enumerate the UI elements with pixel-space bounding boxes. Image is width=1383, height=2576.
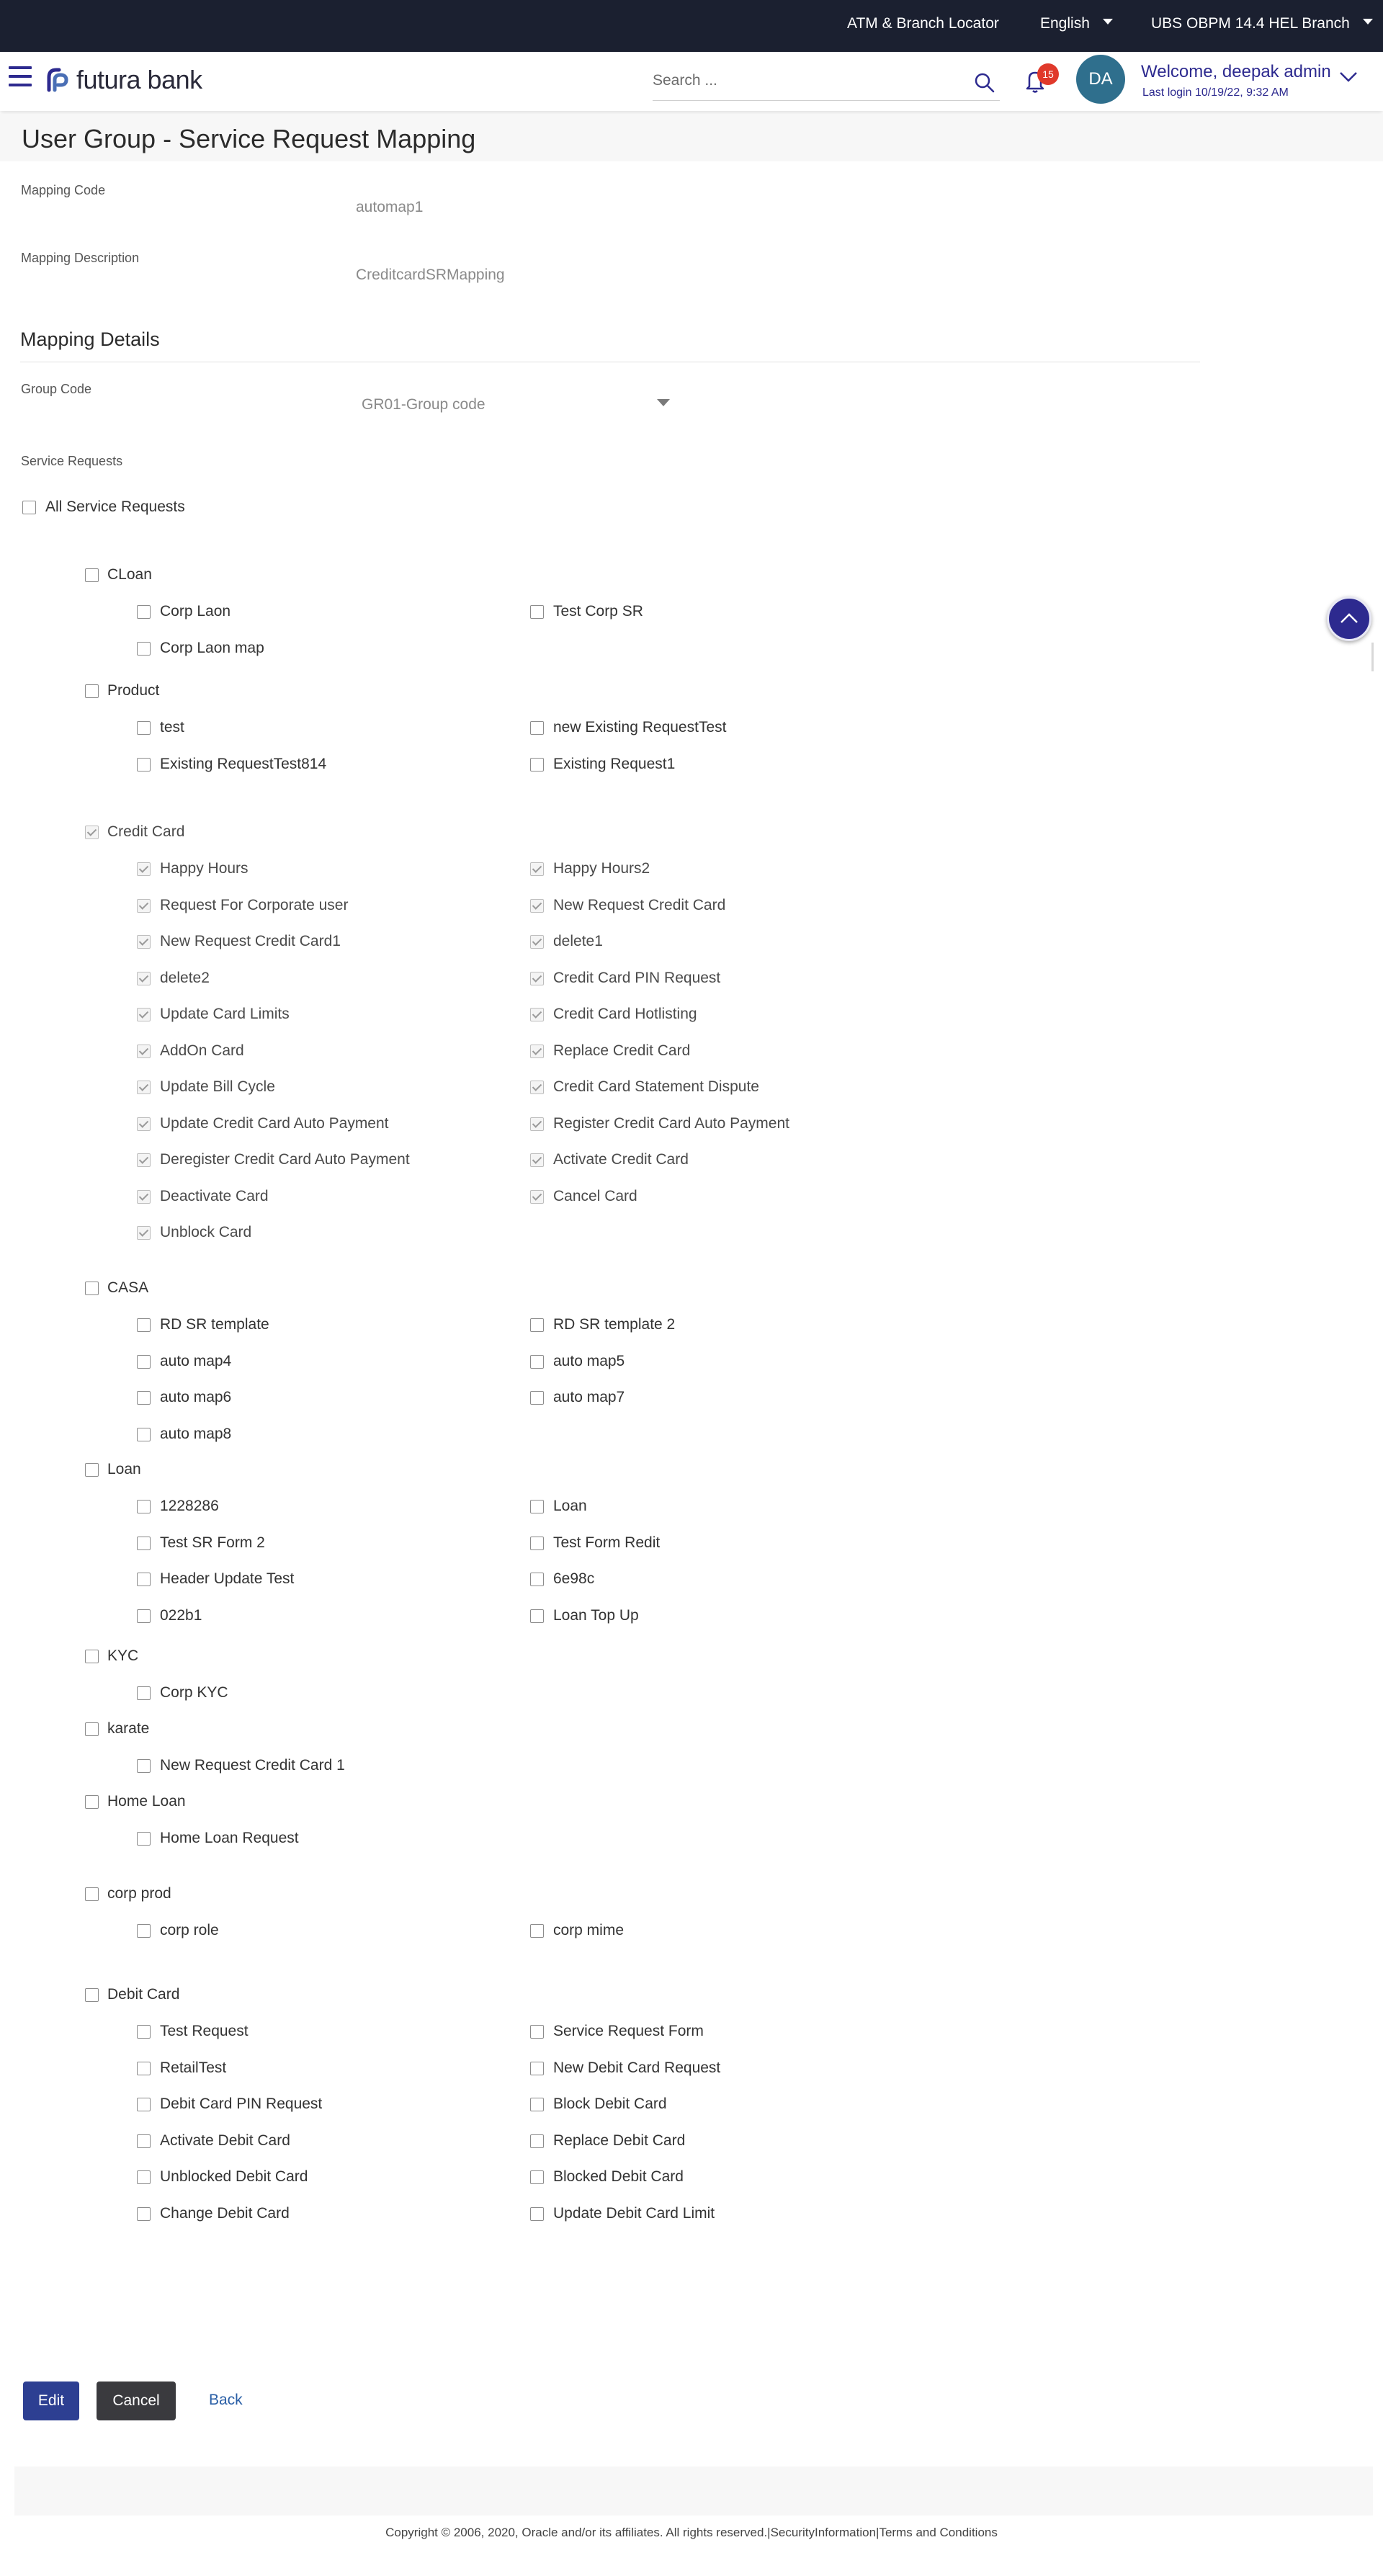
service-request-label: Existing RequestTest814 <box>160 756 327 772</box>
service-request-checkbox[interactable] <box>530 1500 544 1513</box>
mapping-code-value: automap1 <box>356 199 424 215</box>
service-request-label: Test Corp SR <box>553 603 643 620</box>
group-label: Loan <box>107 1461 141 1477</box>
service-request-label: Test Form Redit <box>553 1534 661 1551</box>
group-label: Debit Card <box>107 1986 180 2003</box>
avatar[interactable]: DA <box>1076 55 1125 104</box>
service-request-label: New Request Credit Card <box>553 897 726 913</box>
all-service-requests-checkbox[interactable] <box>22 501 36 514</box>
service-request-label: Corp KYC <box>160 1684 228 1701</box>
service-request-label: Activate Debit Card <box>160 2132 290 2149</box>
caret-down-icon <box>1363 19 1373 24</box>
service-request-checkbox[interactable] <box>137 899 151 913</box>
service-request-label: Credit Card Hotlisting <box>553 1006 697 1022</box>
service-request-checkbox[interactable] <box>530 721 544 735</box>
group-checkbox[interactable] <box>85 1795 99 1809</box>
group-label: Home Loan <box>107 1793 186 1810</box>
service-request-checkbox[interactable] <box>137 721 151 735</box>
service-request-checkbox[interactable] <box>530 1117 544 1131</box>
service-request-checkbox[interactable] <box>137 1355 151 1369</box>
service-request-label: Existing Request1 <box>553 756 676 772</box>
service-request-label: delete1 <box>553 933 603 949</box>
service-request-label: 1228286 <box>160 1498 219 1514</box>
service-request-label: Replace Credit Card <box>553 1042 691 1059</box>
service-request-label: Deregister Credit Card Auto Payment <box>160 1151 410 1168</box>
service-request-checkbox[interactable] <box>137 642 151 656</box>
service-request-checkbox[interactable] <box>530 2098 544 2111</box>
language-label: English <box>1040 15 1090 32</box>
service-request-label: Home Loan Request <box>160 1830 299 1846</box>
group-label: corp prod <box>107 1885 171 1902</box>
service-request-checkbox[interactable] <box>137 1153 151 1167</box>
service-request-label: new Existing RequestTest <box>553 719 727 735</box>
futura-logo-icon <box>43 66 72 94</box>
service-request-checkbox[interactable] <box>530 1355 544 1369</box>
service-request-label: Deactivate Card <box>160 1188 269 1204</box>
service-request-checkbox[interactable] <box>530 1190 544 1204</box>
service-request-label: Unblock Card <box>160 1224 252 1240</box>
group-checkbox[interactable] <box>85 826 99 839</box>
brand-name: futura bank <box>76 65 202 94</box>
service-request-label: Loan Top Up <box>553 1607 639 1624</box>
service-request-checkbox[interactable] <box>137 2134 151 2148</box>
service-request-checkbox[interactable] <box>530 1537 544 1550</box>
dropdown-arrow-icon[interactable] <box>657 399 670 406</box>
group-checkbox[interactable] <box>85 568 99 582</box>
group-checkbox[interactable] <box>85 1722 99 1736</box>
service-request-label: Test SR Form 2 <box>160 1534 265 1551</box>
mapping-details-title: Mapping Details <box>20 328 160 350</box>
service-request-checkbox[interactable] <box>530 2025 544 2039</box>
group-label: Credit Card <box>107 823 185 840</box>
service-request-label: Activate Credit Card <box>553 1151 689 1168</box>
service-request-checkbox[interactable] <box>530 935 544 949</box>
all-service-requests-label: All Service Requests <box>45 498 185 515</box>
service-request-checkbox[interactable] <box>137 1759 151 1773</box>
language-selector[interactable] <box>1040 0 1113 52</box>
footer-copyright: Copyright © 2006, 2020, Oracle and/or its affiliates. All rights reserved.|SecurityInformation|Terms and Conditions <box>385 2526 998 2539</box>
service-request-label: Header Update Test <box>160 1570 295 1587</box>
service-request-label: Change Debit Card <box>160 2205 290 2222</box>
service-request-label: 022b1 <box>160 1607 202 1624</box>
service-request-checkbox[interactable] <box>137 1190 151 1204</box>
service-request-checkbox[interactable] <box>530 862 544 876</box>
group-checkbox[interactable] <box>85 1988 99 2002</box>
service-request-label: Block Debit Card <box>553 2096 667 2112</box>
group-code-label: Group Code <box>21 382 92 396</box>
service-request-checkbox[interactable] <box>530 1045 544 1058</box>
service-request-label: Test Request <box>160 2023 249 2039</box>
service-request-label: Debit Card PIN Request <box>160 2096 323 2112</box>
service-request-label: Corp Laon <box>160 603 231 620</box>
service-request-checkbox[interactable] <box>530 972 544 985</box>
service-request-label: Credit Card PIN Request <box>553 970 721 986</box>
service-request-checkbox[interactable] <box>137 1609 151 1623</box>
service-request-checkbox[interactable] <box>137 1500 151 1513</box>
atm-branch-locator-link[interactable] <box>847 0 999 52</box>
search-box <box>653 63 1000 101</box>
group-checkbox[interactable] <box>85 1887 99 1901</box>
chevron-down-icon[interactable] <box>1338 69 1359 84</box>
group-checkbox[interactable] <box>85 1650 99 1663</box>
service-request-label: Happy Hours2 <box>553 860 650 877</box>
caret-down-icon <box>1103 19 1113 24</box>
service-request-checkbox[interactable] <box>137 2025 151 2039</box>
top-bar <box>0 0 1383 52</box>
edit-button[interactable]: Edit <box>23 2382 79 2420</box>
group-label: CLoan <box>107 566 152 583</box>
service-request-checkbox[interactable] <box>137 758 151 772</box>
service-request-checkbox[interactable] <box>137 935 151 949</box>
scrollbar-thumb[interactable] <box>1371 643 1374 671</box>
mapping-code-label: Mapping Code <box>21 183 106 197</box>
group-checkbox[interactable] <box>85 684 99 698</box>
service-request-label: auto map7 <box>553 1389 625 1405</box>
service-request-checkbox[interactable] <box>530 1318 544 1332</box>
search-input[interactable] <box>653 63 955 98</box>
scroll-to-top-button[interactable] <box>1327 596 1371 641</box>
service-request-label: Blocked Debit Card <box>553 2168 684 2185</box>
service-request-label: RD SR template <box>160 1316 269 1333</box>
service-request-label: Update Bill Cycle <box>160 1078 275 1095</box>
service-request-checkbox[interactable] <box>137 1686 151 1700</box>
service-request-checkbox[interactable] <box>137 1008 151 1021</box>
service-request-label: auto map8 <box>160 1426 232 1442</box>
service-request-label: Update Credit Card Auto Payment <box>160 1115 389 1132</box>
group-label: KYC <box>107 1647 139 1664</box>
service-request-checkbox[interactable] <box>137 1537 151 1550</box>
service-request-checkbox[interactable] <box>530 1609 544 1623</box>
service-request-checkbox[interactable] <box>137 1081 151 1094</box>
group-checkbox[interactable] <box>85 1282 99 1295</box>
chevron-up-icon <box>1329 599 1369 639</box>
brand-logo[interactable] <box>43 63 202 97</box>
service-request-label: Update Debit Card Limit <box>553 2205 715 2222</box>
service-request-checkbox[interactable] <box>137 1117 151 1131</box>
cancel-button[interactable]: Cancel <box>97 2382 176 2420</box>
service-request-checkbox[interactable] <box>530 1153 544 1167</box>
search-icon[interactable] <box>974 72 995 94</box>
service-request-checkbox[interactable] <box>530 1924 544 1938</box>
service-request-checkbox[interactable] <box>137 2098 151 2111</box>
service-request-checkbox[interactable] <box>530 1573 544 1586</box>
service-request-checkbox[interactable] <box>137 2062 151 2075</box>
service-request-checkbox[interactable] <box>530 1008 544 1021</box>
group-label: karate <box>107 1720 150 1737</box>
service-request-label: Credit Card Statement Dispute <box>553 1078 759 1095</box>
service-request-label: New Debit Card Request <box>553 2060 721 2076</box>
service-request-checkbox[interactable] <box>530 1081 544 1094</box>
service-request-label: corp role <box>160 1922 219 1938</box>
service-request-checkbox[interactable] <box>530 2207 544 2221</box>
service-request-checkbox[interactable] <box>137 2207 151 2221</box>
service-request-checkbox[interactable] <box>137 1318 151 1332</box>
service-request-checkbox[interactable] <box>530 605 544 619</box>
header <box>0 52 1383 111</box>
service-request-label: New Request Credit Card 1 <box>160 1757 345 1774</box>
service-request-label: delete2 <box>160 970 210 986</box>
footer-band <box>14 2467 1373 2515</box>
group-label: Product <box>107 682 160 699</box>
service-request-label: Register Credit Card Auto Payment <box>553 1115 789 1132</box>
service-request-checkbox[interactable] <box>137 972 151 985</box>
service-request-label: 6e98c <box>553 1570 595 1587</box>
service-request-checkbox[interactable] <box>137 1391 151 1405</box>
service-request-label: corp mime <box>553 1922 625 1938</box>
service-request-label: auto map5 <box>553 1353 625 1369</box>
service-request-label: Happy Hours <box>160 860 249 877</box>
service-request-checkbox[interactable] <box>137 1573 151 1586</box>
group-label: CASA <box>107 1279 149 1296</box>
service-request-label: test <box>160 719 184 735</box>
service-request-label: AddOn Card <box>160 1042 244 1059</box>
welcome-text[interactable]: Welcome, deepak admin <box>1141 62 1331 81</box>
page-title-bar <box>0 114 1383 161</box>
hamburger-menu-icon[interactable] <box>9 66 32 88</box>
service-request-label: Update Card Limits <box>160 1006 290 1022</box>
service-request-label: auto map6 <box>160 1389 232 1405</box>
service-request-label: New Request Credit Card1 <box>160 933 341 949</box>
service-requests-label: Service Requests <box>21 454 123 468</box>
service-request-checkbox[interactable] <box>137 1045 151 1058</box>
service-request-checkbox[interactable] <box>530 758 544 772</box>
group-checkbox[interactable] <box>85 1463 99 1477</box>
service-request-checkbox[interactable] <box>530 899 544 913</box>
service-request-checkbox[interactable] <box>530 2170 544 2184</box>
service-request-checkbox[interactable] <box>530 1391 544 1405</box>
service-request-checkbox[interactable] <box>137 2170 151 2184</box>
atm-branch-locator-label: ATM & Branch Locator <box>847 15 999 32</box>
back-link[interactable]: Back <box>209 2392 243 2408</box>
notification-badge: 15 <box>1037 63 1059 85</box>
branch-label: UBS OBPM 14.4 HEL Branch <box>1151 15 1350 32</box>
service-request-label: auto map4 <box>160 1353 232 1369</box>
page-title: User Group - Service Request Mapping <box>22 124 476 153</box>
service-request-label: Service Request Form <box>553 2023 704 2039</box>
branch-selector[interactable] <box>1151 0 1373 52</box>
service-request-checkbox[interactable] <box>530 2134 544 2148</box>
last-login-text: Last login 10/19/22, 9:32 AM <box>1142 86 1289 99</box>
service-request-checkbox[interactable] <box>137 1428 151 1441</box>
service-request-checkbox[interactable] <box>137 862 151 876</box>
service-request-label: Request For Corporate user <box>160 897 349 913</box>
service-request-checkbox[interactable] <box>137 605 151 619</box>
group-code-select[interactable]: GR01-Group code <box>362 396 485 413</box>
mapping-description-label: Mapping Description <box>21 251 140 265</box>
service-request-checkbox[interactable] <box>137 1226 151 1240</box>
service-request-checkbox[interactable] <box>137 1832 151 1846</box>
service-request-checkbox[interactable] <box>530 2062 544 2075</box>
service-request-label: Cancel Card <box>553 1188 637 1204</box>
service-request-label: Loan <box>553 1498 587 1514</box>
mapping-description-value: CreditcardSRMapping <box>356 267 505 283</box>
service-request-label: Unblocked Debit Card <box>160 2168 308 2185</box>
service-request-label: Replace Debit Card <box>553 2132 686 2149</box>
service-request-checkbox[interactable] <box>137 1924 151 1938</box>
service-request-label: Corp Laon map <box>160 640 264 656</box>
service-request-label: RD SR template 2 <box>553 1316 676 1333</box>
service-request-label: RetailTest <box>160 2060 227 2076</box>
